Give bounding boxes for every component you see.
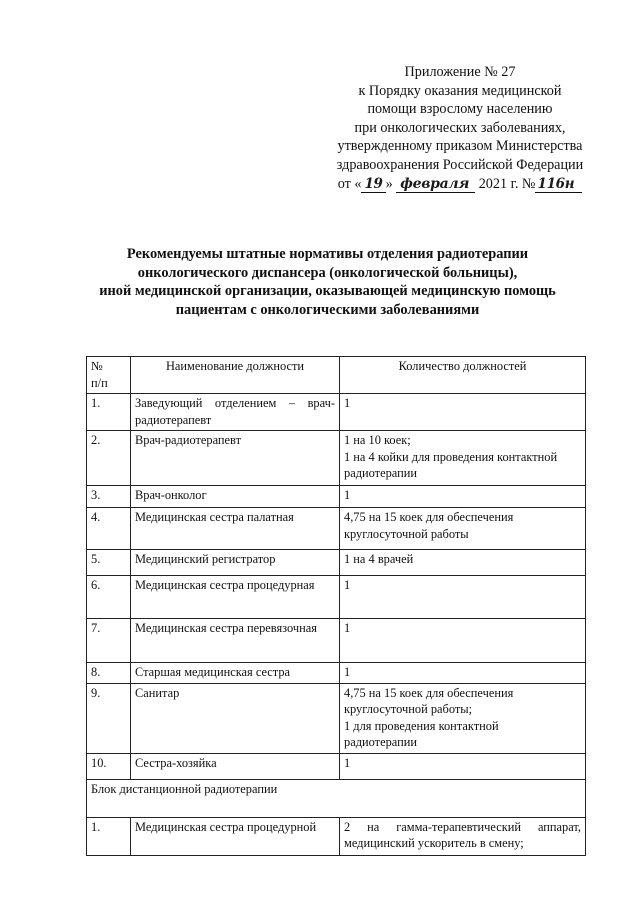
appendix-line: к Порядку оказания медицинской [358,82,562,99]
header-position: Наименование должности [131,357,340,394]
row-position: Медицинская сестра палатная [131,508,340,550]
header-number-l1: № [91,359,103,373]
row-quantity [340,508,586,550]
row-number: 10. [87,753,131,779]
table-section-row [87,779,586,817]
quantity-line: 1 для проведения контактной [344,718,499,733]
appendix-line: Приложение № 27 [404,64,516,80]
handwritten-day: 19 [361,176,385,193]
appendix-line: при онкологических заболеваниях, [354,119,566,136]
header-number-l2: п/п [91,375,108,390]
title-line: иной медицинской организации, оказывающей медицинскую помощь [99,283,556,300]
row-quantity: 1 на 4 врачей [340,550,586,576]
row-quantity [340,431,586,486]
row-position: Врач-радиотерапевт [131,431,340,486]
staffing-table [86,356,586,856]
appendix-header [300,63,620,193]
title-line: Рекомендуемы штатные нормативы отделения радиотерапии [126,246,529,262]
title-line: пациентам с онкологическими заболеваниями [175,301,480,318]
header-quantity: Количество должностей [340,357,586,394]
appendix-line: помощи взрослому населению [367,101,553,118]
row-number: 1. [87,394,131,431]
row-number: 8. [87,663,131,684]
table-row [87,619,586,663]
row-number: 9. [87,683,131,753]
quantity-line: 2 на гамма-терапевтический аппарат, [344,819,581,834]
table-header-row [87,357,586,394]
quantity-line: 4,75 на 15 коек для обеспечения [344,510,514,524]
table-row [87,394,586,431]
table-row [87,683,586,753]
handwritten-order-number: 116н [535,176,582,193]
row-quantity [340,817,586,855]
row-position: Старшая медицинская сестра [131,663,340,684]
row-position: Медицинский регистратор [131,550,340,576]
row-number: 7. [87,619,131,663]
table-row [87,817,586,855]
row-quantity: 1 [340,663,586,684]
position-line: Заведующий отделением – врач- [135,396,335,410]
position-line: радиотерапевт [135,412,212,427]
quantity-line: медицинский ускоритель в смену; [344,836,524,850]
appendix-line: утвержденному приказом Министерства [337,138,583,155]
handwritten-month: февраля [396,176,475,193]
row-position: Медицинская сестра процедурная [131,576,340,619]
quantity-line: 4,75 на 15 коек для обеспечения [344,685,514,700]
row-position: Медицинская сестра процедурной [131,817,340,855]
row-quantity: 1 [340,619,586,663]
table-row [87,508,586,550]
table-row [87,663,586,684]
row-number: 2. [87,431,131,486]
row-quantity: 1 [340,753,586,779]
title-line: онкологического диспансера (онкологической больницы), [137,264,518,281]
quantity-line: радиотерапии [344,466,418,480]
date-year: 2021 г. № [478,175,536,192]
row-position: Санитар [131,683,340,753]
table-row [87,486,586,508]
table-row [87,753,586,779]
row-number: 6. [87,576,131,619]
date-mid: » [385,175,393,192]
date-prefix: от « [337,175,362,192]
row-quantity: 1 [340,394,586,431]
quantity-line: круглосуточной работы; [344,702,473,716]
row-position [131,394,340,431]
row-number: 4. [87,508,131,550]
quantity-line: круглосуточной работы [344,526,469,541]
table-row [87,576,586,619]
appendix-line: здравоохранения Российской Федерации [336,156,584,173]
header-number [87,357,131,394]
document-title [60,245,595,319]
table-row [87,431,586,486]
row-quantity [340,683,586,753]
row-position: Сестра-хозяйка [131,753,340,779]
order-date-line [300,175,620,194]
row-position: Врач-онколог [131,486,340,508]
section-heading: Блок дистанционной радиотерапии [87,779,586,817]
row-number: 1. [87,817,131,855]
table-row [87,550,586,576]
quantity-line: 1 на 10 коек; [344,433,411,447]
row-number: 3. [87,486,131,508]
row-quantity: 1 [340,486,586,508]
quantity-line: 1 на 4 койки для проведения контактной [344,449,558,464]
quantity-line: радиотерапии [344,735,418,749]
row-position: Медицинская сестра перевязочная [131,619,340,663]
row-number: 5. [87,550,131,576]
row-quantity: 1 [340,576,586,619]
